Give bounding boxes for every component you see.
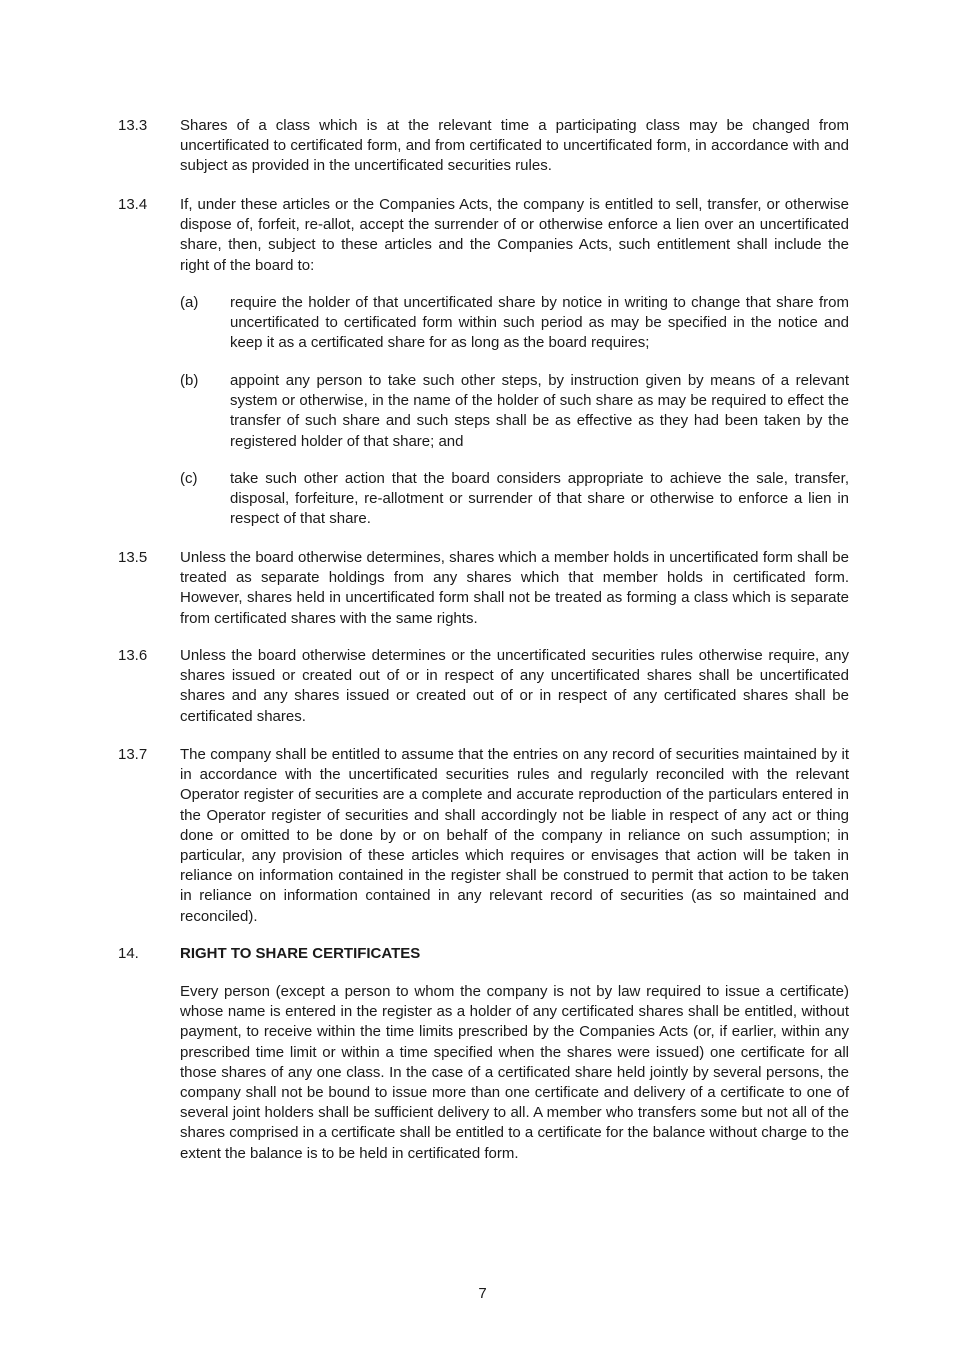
clause-13-4-item-c bbox=[180, 469, 849, 530]
clause-text: The company shall be entitled to assume that the entries on any record of securities maintained by it in accordance with the uncertificated securities rules and regularly reconciled with the relevant Operator register of securities are a complete and accurate reproduction of the particulars entered in the Operator register of securities and shall accordingly not be liable in respect of any act or thing done or omitted to be done by or on behalf of the company in reliance on such assumption; in particular, any provision of these articles which requires or envisages that action will be taken in reliance on information contained in the register shall be construed to permit that action to be taken in reliance on information contained in any relevant record of securities (as so maintained and reconciled). bbox=[180, 746, 849, 925]
clause-text: If, under these articles or the Companies Acts, the company is entitled to sell, transfer, or otherwise dispose of, forfeit, re-allot, accept the surrender of or otherwise enforce a lien over an uncertificated share, then, subject to these articles and the Companies Acts, such entitlement shall include the right of the board to: bbox=[180, 196, 849, 274]
clause-13-4 bbox=[118, 195, 849, 276]
item-label: (a) bbox=[180, 294, 199, 311]
clause-13-5 bbox=[118, 548, 849, 629]
clause-14-heading bbox=[118, 944, 849, 964]
item-text: take such other action that the board considers appropriate to achieve the sale, transfer, disposal, forfeiture, re-allotment or surrender of that share or otherwise to enforce a lien in respect of that share. bbox=[230, 470, 849, 528]
clause-13-4-item-a bbox=[180, 293, 849, 354]
clause-number: 13.3 bbox=[118, 117, 148, 134]
clause-number: 13.6 bbox=[118, 647, 148, 664]
clause-number: 13.4 bbox=[118, 196, 148, 213]
clause-text: Unless the board otherwise determines or the uncertificated securities rules otherwise require, any shares issued or created out of or in respect of any uncertificated shares shall be uncertificated shares and any shares issued or created out of or in respect of any certificated shares shall be certificated shares. bbox=[180, 647, 849, 725]
clause-number: 13.5 bbox=[118, 549, 148, 566]
clause-14-body bbox=[118, 982, 849, 1164]
item-label: (c) bbox=[180, 470, 198, 487]
section-text: Every person (except a person to whom the company is not by law required to issue a certificate) whose name is entered in the register as a holder of any certificated shares shall be entitled, without payment, to receive within the time limits prescribed by the Companies Acts (or, if earlier, within any prescribed time limit or within a time specified when the shares were issued) one certificate for all those shares of any one class. In the case of a certificated share held jointly by several persons, the company shall not be bound to issue more than one certificate and delivery of a certificate to one of several joint holders shall be sufficient delivery to all. A member who transfers some but not all of the shares comprised in a certificate shall be entitled to a certificate for the balance without charge to the extent the balance is to be held in certificated form. bbox=[180, 983, 849, 1162]
item-text: require the holder of that uncertificated share by notice in writing to change that share from uncertificated to certificated form within such period as may be specified in the notice and keep it as a certificated share for as long as the board requires; bbox=[230, 294, 849, 352]
section-number: 14. bbox=[118, 945, 139, 962]
item-text: appoint any person to take such other steps, by instruction given by means of a relevant system or otherwise, in the name of the holder of such share as may be required to effect the transfer of such share and such steps shall be as effective as they had been taken by the registered holder of that share; and bbox=[230, 372, 849, 450]
clause-text: Unless the board otherwise determines, shares which a member holds in uncertificated form shall be treated as separate holdings from any shares which that member holds in certificated form. However, shares held in uncertificated form shall not be treated as forming a class which is separate from certificated shares with the same rights. bbox=[180, 549, 849, 627]
clause-number: 13.7 bbox=[118, 746, 148, 763]
section-heading: RIGHT TO SHARE CERTIFICATES bbox=[180, 945, 421, 962]
clause-13-4-item-b bbox=[180, 371, 849, 452]
page-number: 7 bbox=[478, 1285, 487, 1302]
item-label: (b) bbox=[180, 372, 199, 389]
clause-13-3 bbox=[118, 116, 849, 177]
clause-text: Shares of a class which is at the relevant time a participating class may be changed from uncertificated to certificated form, and from certificated to uncertificated form, in accordance with and subject as provided in the uncertificated securities rules. bbox=[180, 117, 849, 175]
clause-13-7 bbox=[118, 745, 849, 927]
clause-13-6 bbox=[118, 646, 849, 727]
